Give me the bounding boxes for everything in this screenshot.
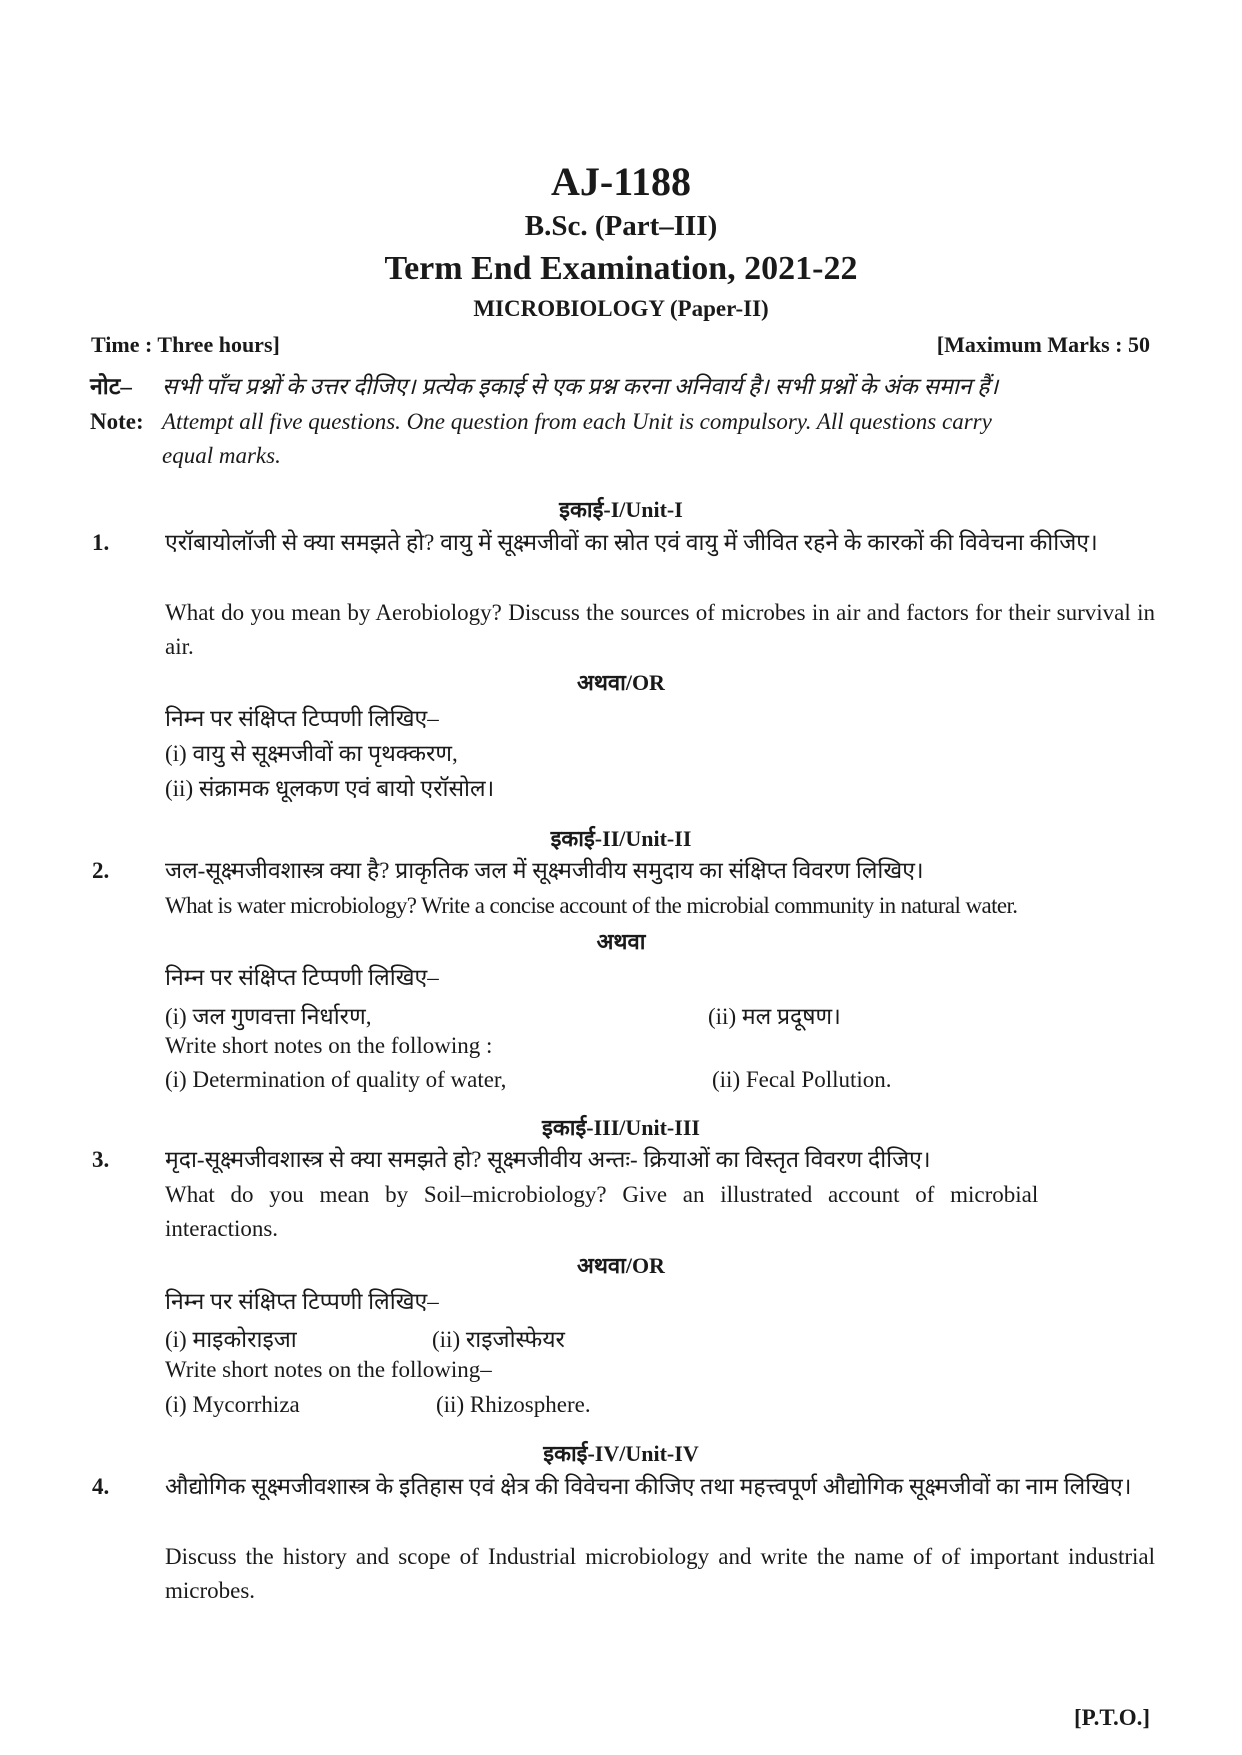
unit-1-heading: इकाई-I/Unit-I <box>559 497 683 522</box>
course-title: B.Sc. (Part–III) <box>524 210 718 242</box>
question-2-alt-ii-hindi: (ii) मल प्रदूषण। <box>708 1004 841 1029</box>
question-4-number: 4. <box>92 1474 110 1499</box>
question-2-number: 2. <box>92 858 110 883</box>
question-2-alt-i-hindi: (i) जल गुणवत्ता निर्धारण, <box>165 1004 372 1029</box>
question-3-alt-ii-hindi: (ii) राइजोस्फेयर <box>432 1327 565 1352</box>
question-2-alt-ii-english: (ii) Fecal Pollution. <box>712 1067 892 1092</box>
question-1-alt-i: (i) वायु से सूक्ष्मजीवों का पृथक्करण, <box>165 741 458 766</box>
question-3-hindi: मृदा-सूक्ष्मजीवशास्त्र से क्या समझते हो? सूक्ष्मजीवीय अन्तः- क्रियाओं का विस्तृत विवरण दीजिए। <box>165 1147 931 1172</box>
question-1-or: अथवा/OR <box>577 670 665 695</box>
question-1-number: 1. <box>92 530 110 555</box>
unit-4-heading: इकाई-IV/Unit-IV <box>543 1441 699 1466</box>
unit-2-heading: इकाई-II/Unit-II <box>550 826 692 851</box>
note-label-english: Note: <box>90 409 144 434</box>
note-text-english-line1: Attempt all five questions. One question from each Unit is compulsory. All questions carry <box>162 409 992 434</box>
question-3-english-line2: interactions. <box>165 1216 279 1241</box>
unit-3-heading: इकाई-III/Unit-III <box>542 1115 700 1140</box>
question-1-alt-ii: (ii) संक्रामक धूलकण एवं बायो एरॉसोल। <box>165 776 495 801</box>
question-3-alt-i-hindi: (i) माइकोराइजा <box>165 1327 297 1352</box>
question-2-hindi: जल-सूक्ष्मजीवशास्त्र क्या है? प्राकृतिक जल में सूक्ष्मजीवीय समुदाय का संक्षिप्त विवरण लिखिए। <box>165 858 924 883</box>
subject-title: MICROBIOLOGY (Paper-II) <box>473 296 769 321</box>
question-2-alt-intro-english: Write short notes on the following : <box>165 1033 493 1058</box>
maximum-marks: [Maximum Marks : 50 <box>936 332 1150 357</box>
question-2-alt-i-english: (i) Determination of quality of water, <box>165 1067 507 1092</box>
question-2-alt-intro: निम्न पर संक्षिप्त टिप्पणी लिखिए– <box>165 965 439 990</box>
question-2-or: अथवा <box>596 929 646 954</box>
question-4-hindi: औद्योगिक सूक्ष्मजीवशास्त्र के इतिहास एवं क्षेत्र की विवेचना कीजिए तथा महत्त्वपूर्ण औद्योगिक सूक्ष्मजीवों का नाम लिखिए। <box>165 1474 1132 1499</box>
question-3-alt-intro: निम्न पर संक्षिप्त टिप्पणी लिखिए– <box>165 1289 439 1314</box>
question-3-english-line1: What do you mean by Soil–microbiology? Give an illustrated account of microbial <box>165 1182 1039 1207</box>
please-turn-over: [P.T.O.] <box>1073 1705 1150 1730</box>
note-label-hindi: नोट– <box>90 374 132 399</box>
note-text-hindi: सभी पाँच प्रश्नों के उत्तर दीजिए। प्रत्येक इकाई से एक प्रश्न करना अनिवार्य है। सभी प्रश्नों के अंक समान हैं। <box>162 374 999 399</box>
question-4-english: Discuss the history and scope of Industrial microbiology and write the name of of important industrial microbes. <box>165 1544 1155 1603</box>
exam-title: Term End Examination, 2021-22 <box>384 250 858 287</box>
question-3-alt-i-english: (i) Mycorrhiza <box>165 1392 300 1417</box>
note-text-english-line2: equal marks. <box>162 443 281 468</box>
paper-code: AJ-1188 <box>551 159 691 204</box>
question-3-alt-intro-english: Write short notes on the following– <box>165 1357 492 1382</box>
time-allowed: Time : Three hours] <box>91 332 280 357</box>
question-1-alt-intro: निम्न पर संक्षिप्त टिप्पणी लिखिए– <box>165 706 439 731</box>
question-3-number: 3. <box>92 1147 110 1172</box>
question-2-english: What is water microbiology? Write a concise account of the microbial community in natural water. <box>165 893 1018 918</box>
question-3-or: अथवा/OR <box>577 1253 665 1278</box>
question-1-english: What do you mean by Aerobiology? Discuss the sources of microbes in air and factors for their survival in air. <box>165 600 1155 659</box>
question-3-alt-ii-english: (ii) Rhizosphere. <box>436 1392 591 1417</box>
question-1-hindi: एरॉबायोलॉजी से क्या समझते हो? वायु में सूक्ष्मजीवों का स्रोत एवं वायु में जीवित रहने के कारकों की विवेचना कीजिए। <box>165 530 1098 555</box>
